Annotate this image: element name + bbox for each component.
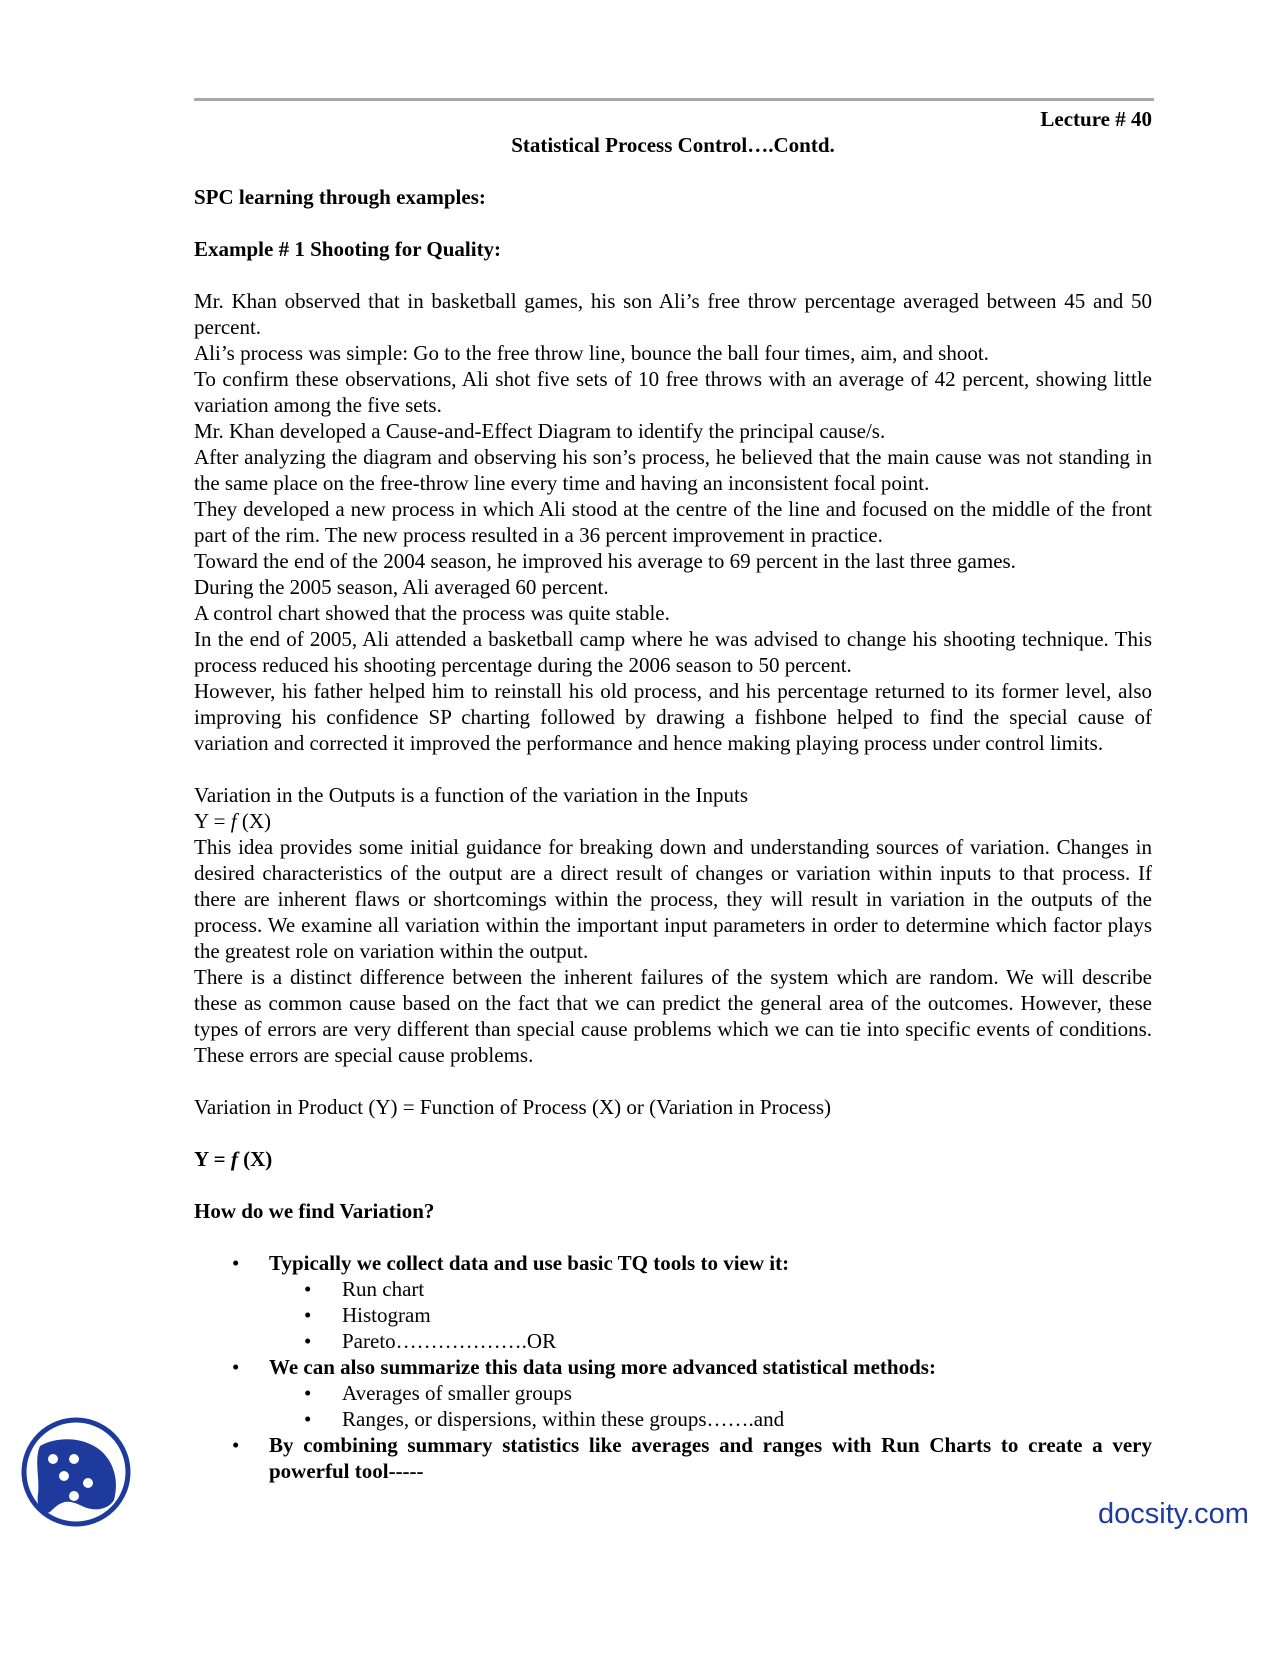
- bullet-icon: •: [232, 1433, 240, 1457]
- variation-intro: Variation in the Outputs is a function of the variation in the Inputs: [194, 783, 749, 807]
- sub-list: [269, 1276, 1152, 1354]
- variation-paragraph: This idea provides some initial guidance for breaking down and understanding sources of variation. Changes in desired characteristics of the output are a direct result of changes or variation within inputs to that process. If there are inherent flaws or shortcomings within the process, they will result in variation in the outputs of the process. We examine all variation within the important input parameters in order to determine which factor plays the greatest role on variation within the output.: [194, 835, 1152, 963]
- variation-bullet-list: [194, 1250, 1152, 1484]
- variation-section: [194, 782, 1152, 1198]
- find-variation-heading: How do we find Variation?: [194, 1199, 435, 1223]
- sub-list-item: • Run chart: [304, 1277, 425, 1301]
- sub-list-item: • Histogram: [304, 1303, 431, 1327]
- example-body: [194, 288, 1152, 756]
- product-variation-line: Variation in Product (Y) = Function of Process (X) or (Variation in Process): [194, 1095, 832, 1119]
- sub-list-item: • Averages of smaller groups: [304, 1381, 572, 1405]
- formula-line: Y = f (X): [194, 809, 271, 833]
- example-paragraph: Ali’s process was simple: Go to the free throw line, bounce the ball four times, aim, and shoot.: [194, 341, 989, 365]
- lecture-number: Lecture # 40: [1040, 107, 1152, 131]
- variation-paragraph: There is a distinct difference between the inherent failures of the system which are random. We will describe these as common cause based on the fact that we can predict the general area of the outcomes. However, these types of errors are very different than special cause problems which we can tie into specific events of conditions. These errors are special cause problems.: [194, 965, 1152, 1067]
- docsity-logo-icon[interactable]: [20, 1416, 132, 1528]
- list-item: • Typically we collect data and use basic TQ tools to view it: • Run chart • Histogram • Pareto……………….OR: [194, 1250, 1152, 1354]
- example-paragraph: After analyzing the diagram and observing his son’s process, he believed that the main cause was not standing in the same place on the free-throw line every time and having an inconsistent focal point.: [194, 445, 1152, 495]
- sub-list-item: • Ranges, or dispersions, within these groups…….and: [304, 1407, 785, 1431]
- example-paragraph: To confirm these observations, Ali shot five sets of 10 free throws with an average of 42 percent, showing little variation among the five sets.: [194, 367, 1152, 417]
- page-title: Statistical Process Control….Contd.: [511, 133, 835, 157]
- example-paragraph: Mr. Khan observed that in basketball games, his son Ali’s free throw percentage averaged between 45 and 50 percent.: [194, 289, 1152, 339]
- bullet-icon: •: [304, 1277, 312, 1301]
- example-paragraph: However, his father helped him to reinstall his old process, and his percentage returned to its former level, also improving his confidence SP charting followed by drawing a fishbone helped to find the special cause of variation and corrected it improved the performance and hence making playing process under control limits.: [194, 679, 1152, 755]
- example-paragraph: During the 2005 season, Ali averaged 60 percent.: [194, 575, 609, 599]
- example-paragraph: Mr. Khan developed a Cause-and-Effect Diagram to identify the principal cause/s.: [194, 419, 886, 443]
- docsity-logo-graphic: [20, 1416, 132, 1528]
- list-item: • By combining summary statistics like averages and ranges with Run Charts to create a very powerful tool-----: [232, 1433, 1152, 1483]
- document-page: [194, 106, 1152, 1484]
- bullet-icon: •: [232, 1355, 240, 1379]
- bullet-icon: •: [304, 1407, 312, 1431]
- bullet-icon: •: [304, 1303, 312, 1327]
- example-paragraph: A control chart showed that the process was quite stable.: [194, 601, 670, 625]
- bullet-icon: •: [232, 1251, 240, 1275]
- sub-list: [269, 1380, 1152, 1432]
- sub-list-item: • Pareto……………….OR: [304, 1329, 557, 1353]
- bold-formula: Y = f (X): [194, 1147, 273, 1171]
- bullet-icon: •: [304, 1329, 312, 1353]
- bullet-icon: •: [304, 1381, 312, 1405]
- example-paragraph: They developed a new process in which Ali stood at the centre of the line and focused on the middle of the front part of the rim. The new process resulted in a 36 percent improvement in practice.: [194, 497, 1152, 547]
- docsity-brand-link[interactable]: docsity.com: [1098, 1498, 1249, 1530]
- header-rule: [194, 98, 1154, 101]
- list-item: • We can also summarize this data using more advanced statistical methods: • Averages of smaller groups • Ranges, or dispersions, within these groups…….and: [194, 1354, 1152, 1432]
- example-paragraph: Toward the end of the 2004 season, he improved his average to 69 percent in the last three games.: [194, 549, 1016, 573]
- example-heading: Example # 1 Shooting for Quality:: [194, 237, 502, 261]
- section-heading-spc: SPC learning through examples:: [194, 185, 486, 209]
- example-paragraph: In the end of 2005, Ali attended a basketball camp where he was advised to change his shooting technique. This process reduced his shooting percentage during the 2006 season to 50 percent.: [194, 627, 1152, 677]
